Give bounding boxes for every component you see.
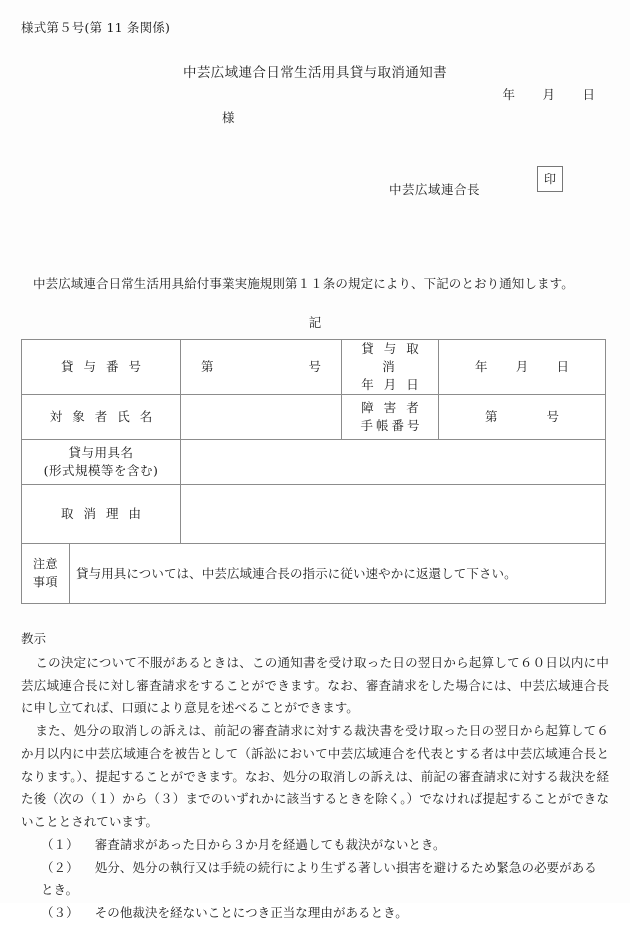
instructions-item-3 (21, 902, 609, 925)
instructions-heading: 教示 (21, 631, 47, 646)
cell-cancel-date-label (342, 340, 439, 395)
handbook-label-line2: 手帳番号 (360, 418, 423, 434)
cell-handbook-number-label (342, 395, 439, 440)
instructions-item-1 (21, 834, 609, 857)
cell-handbook-number-value[interactable] (439, 395, 606, 440)
loan-number-suffix: 号 (308, 359, 322, 375)
notes-label-line2: 事項 (32, 574, 58, 589)
loan-number-prefix: 第 (201, 359, 214, 375)
notes-label-line1: 注意 (32, 557, 58, 572)
date-day-label: 日 (582, 87, 595, 102)
issue-date-line (503, 85, 595, 103)
item-1-text: 審査請求があった日から３か月を経過しても裁決がないとき。 (94, 836, 446, 852)
date-year-label: 年 (502, 87, 516, 102)
table-row (22, 544, 606, 604)
cell-equipment-name-value[interactable] (181, 440, 606, 485)
instructions-section (21, 628, 609, 925)
cancel-date-day: 日 (556, 359, 569, 375)
instructions-paragraph-2: また、処分の取消しの訴えは、前記の審査請求に対する裁決書を受け取った日の翌日から起算して６か月以内に中芸広域連合を被告として（訴訟において中芸広域連合を代表とする者は中芸広域連合長となります。）、提起することができます。なお、処分の取消しの訴えは、前記の審査請求に対する裁決を経た後（次の（１）から（３）までのいずれかに該当するときを除く。）でなければ提起することができないこととされています。 (21, 723, 609, 829)
date-month-label: 月 (542, 87, 556, 102)
handbook-label-line1: 障 害 者 (361, 400, 422, 416)
lead-paragraph: 中芸広域連合日常生活用具給付事業実施規則第１１条の規定により、下記のとおり通知します。 (33, 276, 574, 291)
item-3-number: （３） (41, 905, 79, 920)
instructions-item-2 (21, 857, 609, 903)
cell-equipment-name-label (22, 440, 181, 485)
cancel-date-label-line1: 貸 与 取 消 (361, 341, 422, 375)
document-title: 中芸広域連合日常生活用具貸与取消通知書 (182, 65, 448, 81)
seal-stamp-box: 印 (537, 166, 563, 192)
instructions-paragraph-1: この決定について不服があるときは、この通知書を受け取った日の翌日から起算して６０日以内に中芸広域連合長に対し審査請求をすることができます。なお、審査請求をした場合には、中芸広域連合長に申し立てれば、口頭により意見を述べることができます。 (21, 654, 609, 716)
equipment-label-line1: 貸与用具名 (68, 445, 134, 461)
table-row (22, 485, 606, 544)
item-1-number: （１） (41, 836, 79, 852)
addressee-honorific: 様 (222, 110, 235, 125)
cell-recipient-name-label: 対 象 者 氏 名 (22, 395, 181, 440)
ki-heading: 記 (308, 315, 322, 330)
item-3-text: その他裁決を経ないことにつき正当な理由があるとき。 (94, 905, 408, 920)
cell-recipient-name-value[interactable] (181, 395, 342, 440)
cell-notes-body: 貸与用具については、中芸広域連合長の指示に従い速やかに返還して下さい。 (70, 544, 606, 604)
issuer-name: 中芸広域連合長 (389, 182, 481, 197)
cell-cancel-reason-value[interactable] (181, 485, 606, 544)
equipment-label-line2: (形式規模等を含む) (43, 463, 159, 479)
notification-table (21, 339, 606, 604)
table-row (22, 395, 606, 440)
cell-loan-number-value[interactable] (181, 340, 342, 395)
form-code: 様式第５号(第 11 条関係) (21, 20, 171, 35)
handbook-number-prefix: 第 (485, 409, 498, 425)
cell-cancel-date-value[interactable] (439, 340, 606, 395)
table-row (22, 340, 606, 395)
cell-cancel-reason-label: 取 消 理 由 (22, 485, 181, 544)
table-row (22, 440, 606, 485)
handbook-number-suffix: 号 (546, 409, 560, 425)
cell-loan-number-label: 貸 与 番 号 (22, 340, 181, 395)
cancel-date-month: 月 (515, 359, 529, 375)
item-2-text: 処分、処分の執行又は手続の続行により生ずる著しい損害を避けるため緊急の必要があるとき。 (41, 859, 597, 898)
item-2-number: （２） (41, 859, 79, 875)
cancel-date-year: 年 (475, 359, 488, 375)
cell-notes-label (22, 544, 70, 604)
cancel-date-label-line2: 年 月 日 (361, 377, 422, 393)
